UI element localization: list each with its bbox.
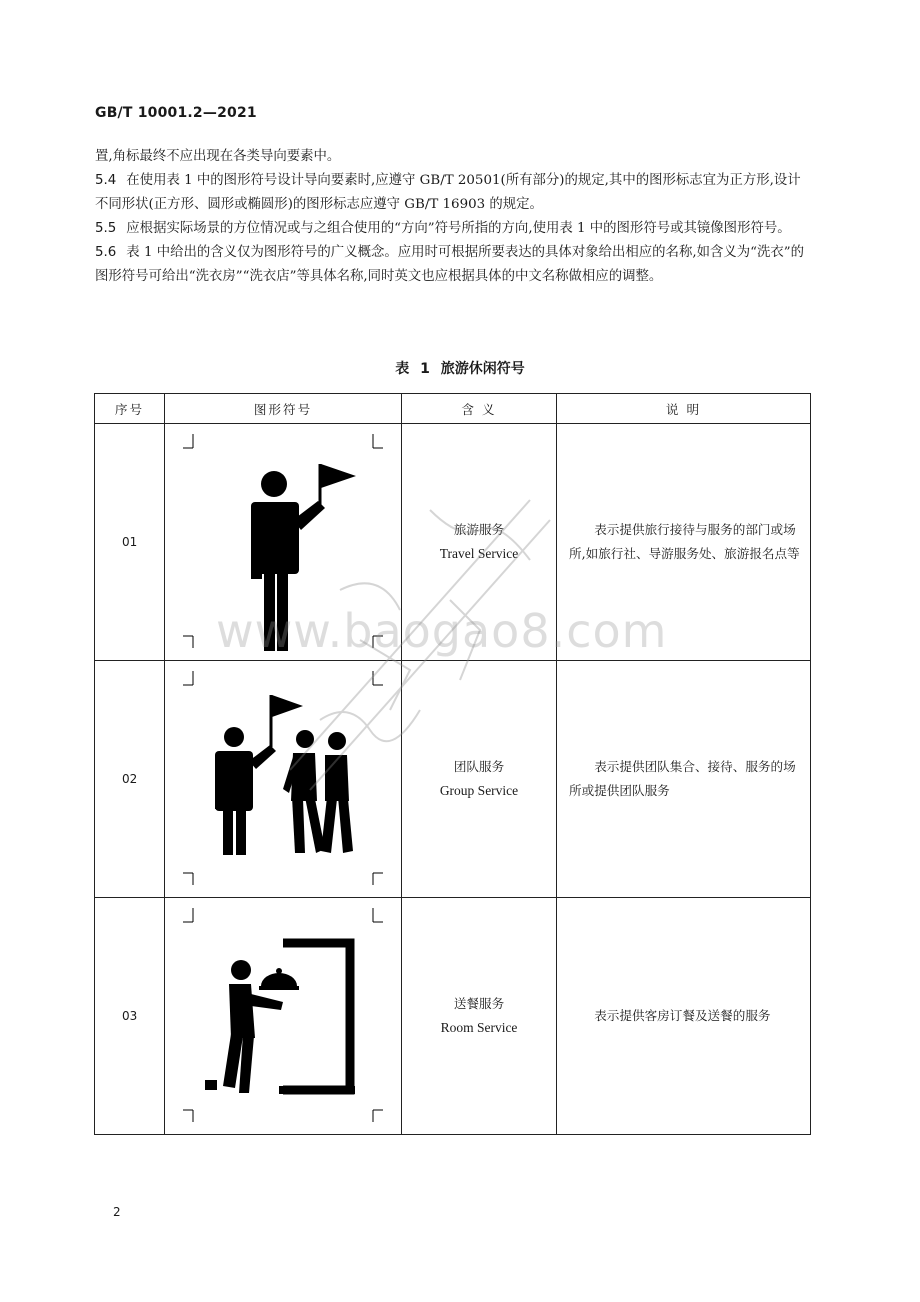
table-title: 表 1 旅游休闲符号 — [395, 361, 525, 377]
room-service-icon — [165, 898, 401, 1134]
table-row — [95, 661, 811, 898]
row-description — [557, 898, 811, 1135]
header-meaning: 含 义 — [402, 394, 557, 424]
travel-service-icon — [165, 424, 401, 660]
row-description — [557, 424, 811, 661]
clause-text: 在使用表 1 中的图形符号设计导向要素时,应遵守 GB/T 20501(所有部分)的规定,其中的图形标志宜为正方形,设计不同形状(正方形、圆形或椭圆形)的图形标志应遵守 GB/T 16903 的规定。 — [95, 173, 801, 212]
row-meaning — [402, 424, 557, 661]
meaning-zh: 团队服务 — [453, 759, 505, 774]
header-graphic: 图形符号 — [165, 394, 402, 424]
clause-text: 应根据实际场景的方位情况或与之组合使用的“方向”符号所指的方向,使用表 1 中的图形符号或其镜像图形符号。 — [126, 221, 791, 236]
table-row — [95, 898, 811, 1135]
watermark-url: www.baogao8.com — [216, 604, 668, 658]
row-seq: 02 — [95, 661, 165, 898]
meaning-zh: 送餐服务 — [453, 996, 505, 1011]
page-number: 2 — [113, 1205, 121, 1219]
body-text — [95, 145, 813, 289]
clause-5-4 — [95, 169, 813, 217]
description-text: 表示提供旅行接待与服务的部门或场所,如旅行社、导游服务处、旅游报名点等 — [569, 522, 800, 561]
group-service-icon — [165, 661, 401, 897]
meaning-en: Room Service — [440, 1020, 518, 1035]
description-text: 表示提供团队集合、接待、服务的场所或提供团队服务 — [569, 759, 796, 798]
meaning-en: Travel Service — [439, 546, 519, 561]
row-graphic — [165, 898, 402, 1135]
table-row — [95, 424, 811, 661]
row-seq: 03 — [95, 898, 165, 1135]
clause-text: 表 1 中给出的含义仅为图形符号的广义概念。应用时可根据所要表达的具体对象给出相应的名称,如含义为“洗衣”的图形符号可给出“洗衣房”“洗衣店”等具体名称,同时英文也应根据具体的中文名称做相应的调整。 — [95, 245, 805, 284]
clause-5-5 — [95, 217, 813, 241]
row-seq: 01 — [95, 424, 165, 661]
clause-number: 5.5 — [95, 221, 117, 236]
row-meaning — [402, 898, 557, 1135]
standard-code-header: GB/T 10001.2—2021 — [95, 105, 257, 121]
continuation-paragraph: 置,角标最终不应出现在各类导向要素中。 — [95, 149, 341, 164]
description-text: 表示提供客房订餐及送餐的服务 — [594, 1008, 771, 1023]
table-header-row — [95, 394, 811, 424]
row-meaning — [402, 661, 557, 898]
header-seq: 序号 — [95, 394, 165, 424]
clause-number: 5.4 — [95, 173, 117, 188]
row-graphic — [165, 424, 402, 661]
clause-number: 5.6 — [95, 245, 117, 260]
header-description: 说 明 — [557, 394, 811, 424]
row-graphic — [165, 661, 402, 898]
row-description — [557, 661, 811, 898]
meaning-en: Group Service — [439, 783, 519, 798]
symbols-table — [94, 393, 811, 1135]
clause-5-6 — [95, 241, 813, 289]
meaning-zh: 旅游服务 — [453, 522, 505, 537]
